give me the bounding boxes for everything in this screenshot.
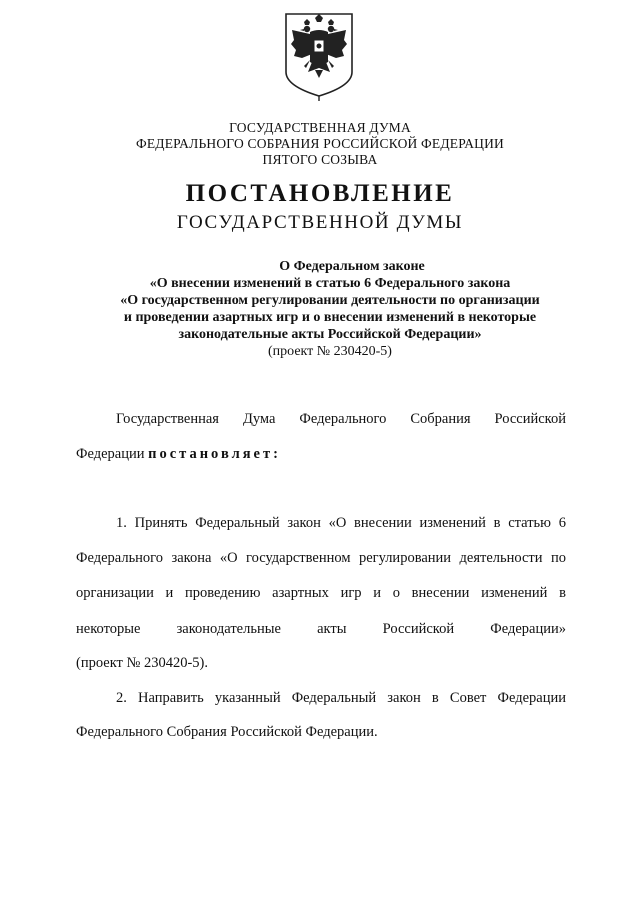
item1-line-3: организации и проведению азартных игр и о внесении изменений в <box>76 585 566 601</box>
preamble-line-1 <box>116 411 566 428</box>
item1-line-2: Федерального закона «О государственном регулировании деятельности по <box>76 550 566 566</box>
preamble-word: Российской <box>494 411 566 427</box>
document-subtitle: ГОСУДАРСТВЕННОЙ ДУМЫ <box>176 212 464 233</box>
item1-word: акты <box>317 621 347 637</box>
item1-line-5: (проект № 230420-5). <box>76 655 209 671</box>
item1-line-1: 1. Принять Федеральный закон «О внесении изменений в статью 6 <box>116 515 566 531</box>
item1-word: Федерации» <box>490 621 567 637</box>
subject-line-4: и проведении азартных игр и о внесении изменений в некоторые <box>123 310 537 325</box>
subject-block <box>60 258 600 360</box>
subject-line-3: «О государственном регулировании деятельности по организации <box>120 293 540 308</box>
document-title: ПОСТАНОВЛЕНИЕ <box>185 180 455 207</box>
subject-project-number: (проект № 230420-5) <box>268 344 392 359</box>
preamble-word: Дума <box>242 411 276 427</box>
subject-line-2: «О внесении изменений в статью 6 Федерального закона <box>149 276 511 291</box>
header-line-3: ПЯТОГО СОЗЫВА <box>262 152 378 167</box>
item1-word: Российской <box>382 621 455 637</box>
header-line-1: ГОСУДАРСТВЕННАЯ ДУМА <box>229 120 411 135</box>
coat-of-arms-emblem <box>282 10 356 102</box>
preamble-line-2 <box>76 446 566 463</box>
item2-line-2: Федерального Собрания Российской Федерации. <box>76 724 378 740</box>
issuer-header <box>0 120 640 168</box>
item2-line-1: 2. Направить указанный Федеральный закон в Совет Федерации <box>116 690 566 706</box>
subject-line-1: О Федеральном законе <box>279 259 425 274</box>
preamble-word: Собрания <box>410 411 471 427</box>
subject-line-5: законодательные акты Российской Федерации» <box>178 327 482 342</box>
item1-word: законодательные <box>176 621 281 637</box>
item1-word: некоторые <box>76 621 141 637</box>
preamble-word: Федерального <box>299 411 387 427</box>
preamble-word: Государственная <box>116 411 219 427</box>
preamble-federation: Федерации <box>76 446 145 462</box>
item1-line-4 <box>76 621 566 638</box>
header-line-2: ФЕДЕРАЛЬНОГО СОБРАНИЯ РОССИЙСКОЙ ФЕДЕРАЦИИ <box>136 136 504 151</box>
resolves-word: постановляет: <box>148 446 281 462</box>
